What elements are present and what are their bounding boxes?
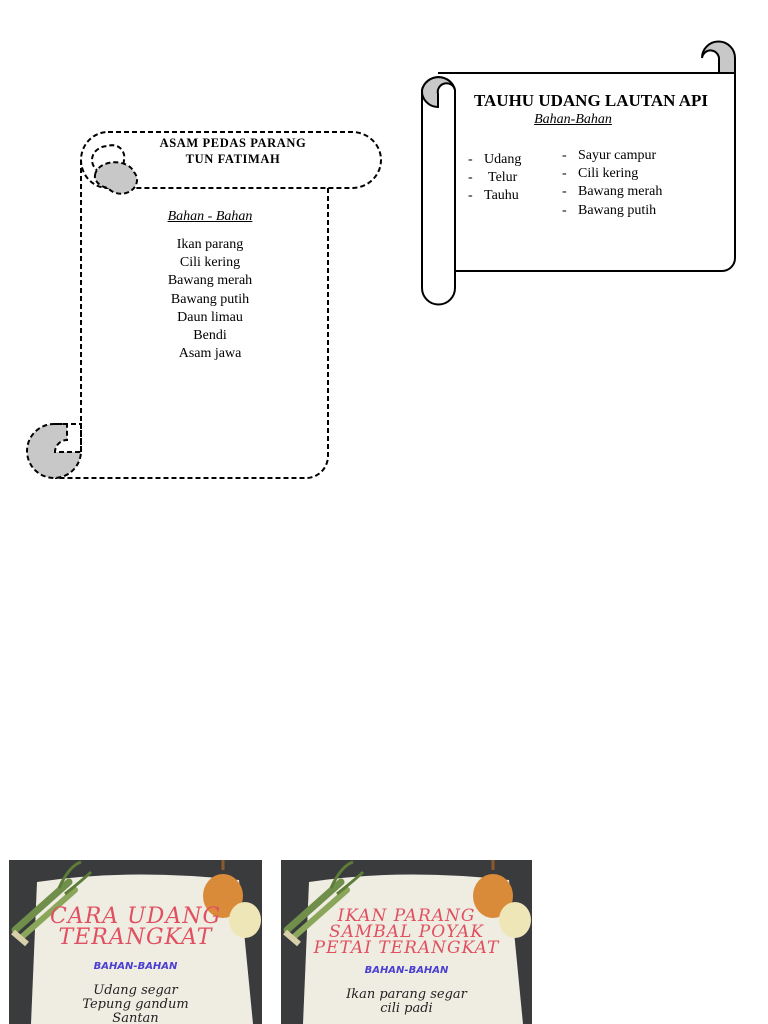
list-item: Asam jawa: [178, 346, 242, 362]
scroll-title: [140, 135, 326, 167]
recipe-card-udang: [9, 860, 262, 1024]
ingredient-list: [9, 984, 262, 1024]
list-item: - Bawang merah: [562, 184, 663, 200]
list-item: Ikan parang segar: [346, 987, 467, 1002]
list-item: Daun limau: [177, 309, 243, 325]
list-item: - Cili kering: [562, 166, 639, 182]
list-item: Bendi: [193, 328, 227, 344]
card-title: CARA UDANG TERANGKAT: [49, 904, 222, 950]
scroll-title: TAUHU UDANG LAUTAN API: [473, 91, 709, 110]
list-item: Bawang merah: [167, 273, 253, 289]
scroll-tauhu-udang: [400, 0, 768, 320]
list-item: Bawang putih: [170, 291, 250, 307]
list-item: - Udang: [468, 152, 522, 167]
list-item: Tepung gandum: [82, 997, 189, 1012]
ingredient-list: [281, 988, 532, 1016]
title-line-2: TUN FATIMAH: [185, 152, 281, 166]
scroll-asam-pedas: [0, 0, 400, 500]
ingredient-list-right: [562, 147, 662, 220]
ingredients-heading: Bahan-Bahan: [534, 112, 612, 127]
ingredient-list: [140, 236, 280, 363]
list-item: Ikan parang: [176, 237, 244, 252]
recipe-card-ikan-parang: [281, 860, 532, 1024]
list-item: - Tauhu: [468, 188, 519, 204]
list-item: Cili kering: [179, 255, 241, 271]
list-item: Santan: [112, 1011, 159, 1024]
ingredient-list-left: [468, 151, 521, 206]
ingredients-heading: Bahan - Bahan: [167, 209, 253, 224]
list-item: - Bawang putih: [562, 202, 657, 218]
list-item: - Telur: [468, 170, 518, 186]
list-item: Udang segar: [93, 983, 178, 998]
ingredients-heading: BAHAN-BAHAN: [364, 965, 449, 976]
card-title: IKAN PARANG SAMBAL POYAK PETAI TERANGKAT: [313, 906, 500, 958]
list-item: cili padi: [380, 1001, 433, 1016]
title-line-1: ASAM PEDAS PARANG: [159, 136, 307, 150]
ingredients-heading: BAHAN-BAHAN: [93, 961, 178, 972]
list-item: - Sayur campur: [562, 148, 657, 163]
